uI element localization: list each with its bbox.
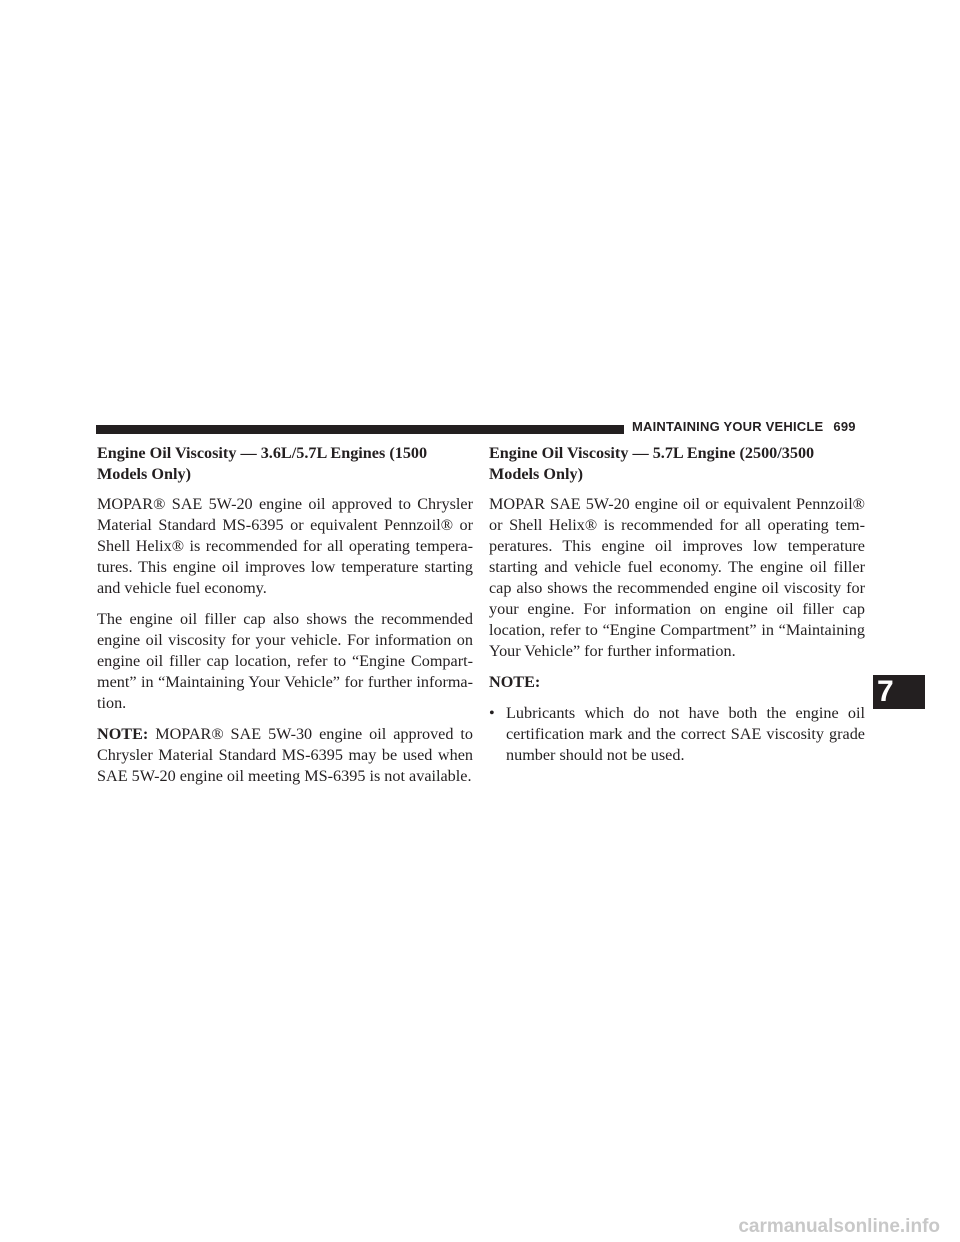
list-item	[489, 703, 865, 766]
left-heading	[97, 443, 473, 485]
running-header	[632, 419, 856, 434]
left-column	[97, 443, 473, 797]
chapter-tab: 7	[873, 675, 925, 709]
left-paragraph-2: The engine oil filler cap also shows the recommended engine oil viscosity for your vehicle. For information on engine oil filler cap location, refer to “Engine Compart-ment” in “Maintaining Your Vehicle” for further informa-tion.	[97, 610, 473, 712]
left-note-label: NOTE:	[97, 725, 149, 743]
left-heading-line1: Engine Oil Viscosity — 3.6L/5.7L Engines (1500	[97, 444, 428, 462]
left-paragraph-1: MOPAR® SAE 5W-20 engine oil approved to Chrysler Material Standard MS-6395 or equivalent Pennzoil® or Shell Helix® is recommended for all operating tempera-tures. This engine oil improves low temperature starting and vehicle fuel economy.	[97, 495, 473, 597]
header-rule	[96, 425, 624, 434]
left-note	[97, 724, 473, 787]
right-heading	[489, 443, 865, 485]
right-note-list	[489, 703, 865, 766]
bullet-icon: •	[489, 704, 495, 722]
section-title: MAINTAINING YOUR VEHICLE	[632, 419, 824, 434]
left-note-text: MOPAR® SAE 5W-30 engine oil approved to Chrysler Material Standard MS-6395 may be used when SAE 5W-20 engine oil meeting MS-6395 is not available.	[97, 725, 473, 785]
right-heading-line2: Models Only)	[489, 465, 583, 483]
list-item-text: Lubricants which do not have both the engine oil certification mark and the correct SAE viscosity grade number should not be used.	[506, 704, 865, 764]
right-heading-line1: Engine Oil Viscosity — 5.7L Engine (2500/3500	[489, 444, 815, 462]
left-heading-line2: Models Only)	[97, 465, 191, 483]
right-column	[489, 443, 865, 766]
right-note-label: NOTE:	[489, 673, 541, 691]
watermark: carmanualsonline.info	[738, 1216, 940, 1237]
page-number: 699	[833, 419, 856, 434]
right-paragraph-1: MOPAR SAE 5W-20 engine oil or equivalent Pennzoil® or Shell Helix® is recommended for all operating tem-peratures. This engine oil improves low temperature starting and vehicle fuel economy. The engine oil filler cap also shows the recommended engine oil viscosity for your engine. For information on engine oil filler cap location, refer to “Engine Compartment” in “Maintaining Your Vehicle” for further information.	[489, 495, 865, 660]
